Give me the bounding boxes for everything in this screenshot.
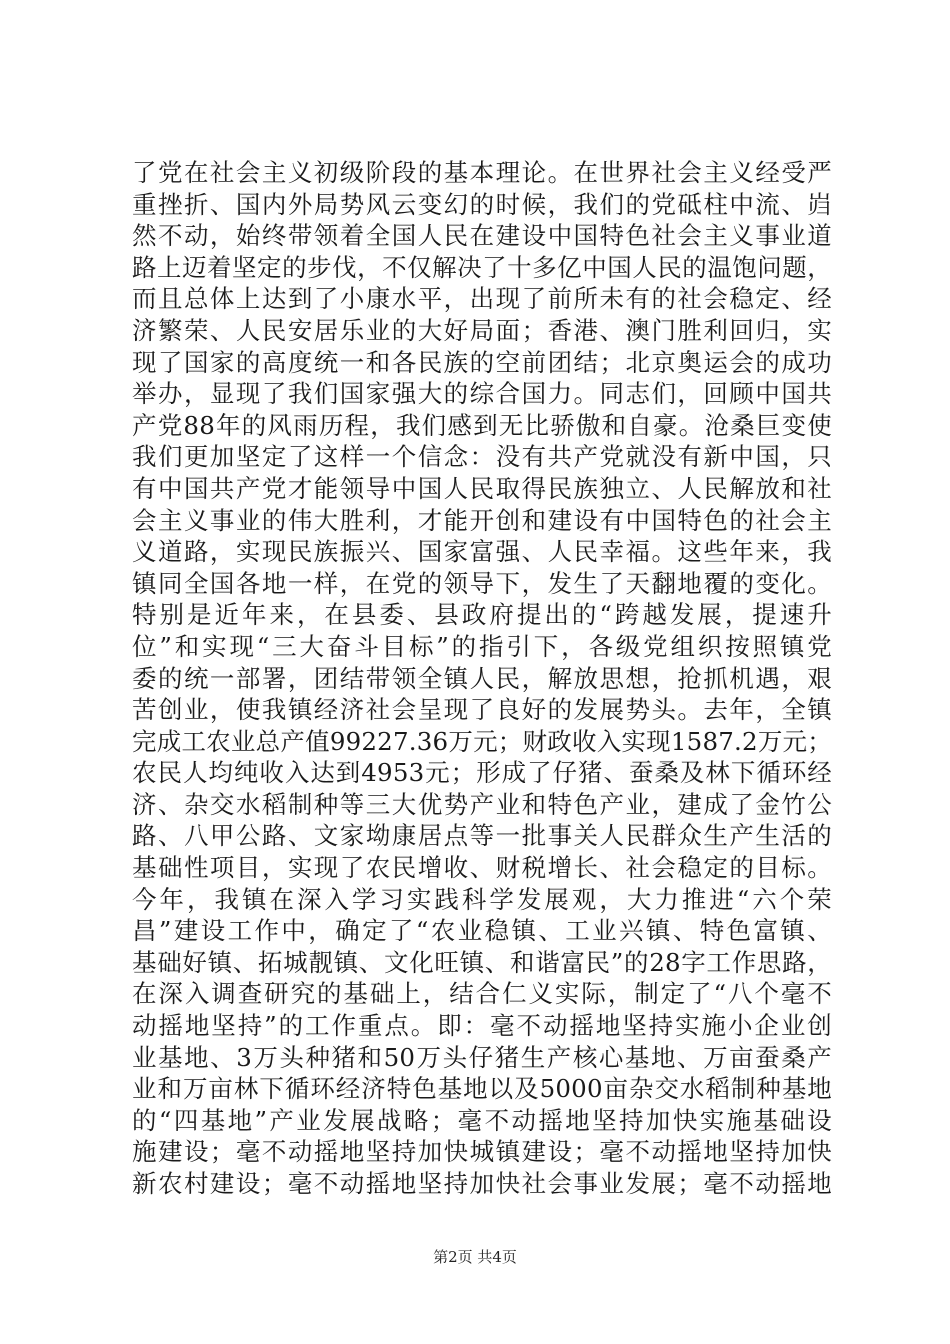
text-line: 产党88年的风雨历程，我们感到无比骄傲和自豪。沧桑巨变使: [132, 410, 832, 440]
text-line: 镇同全国各地一样，在党的领导下，发生了天翻地覆的变化。: [132, 568, 832, 598]
text-line: 在深入调查研究的基础上，结合仁义实际，制定了“八个毫不: [132, 979, 832, 1009]
text-line: 完成工农业总产值99227.36万元；财政收入实现1587.2万元；: [132, 726, 832, 756]
text-line: 路、八甲公路、文家坳康居点等一批事关人民群众生产生活的: [132, 821, 832, 851]
text-line: 而且总体上达到了小康水平，出现了前所未有的社会稳定、经: [132, 284, 832, 314]
text-line: 会主义事业的伟大胜利，才能开创和建设有中国特色的社会主: [132, 505, 832, 535]
text-line: 我们更加坚定了这样一个信念：没有共产党就没有新中国，只: [132, 442, 832, 472]
text-line: 现了国家的高度统一和各民族的空前团结；北京奥运会的成功: [132, 347, 832, 377]
text-line: 业和万亩林下循环经济特色基地以及5000亩杂交水稻制种基地: [132, 1074, 832, 1104]
text-line: 施建设；毫不动摇地坚持加快城镇建设；毫不动摇地坚持加快: [132, 1137, 832, 1167]
text-line: 路上迈着坚定的步伐，不仅解决了十多亿中国人民的温饱问题，: [132, 252, 832, 282]
text-line: 有中国共产党才能领导中国人民取得民族独立、人民解放和社: [132, 473, 832, 503]
text-line: 基础好镇、拓城靓镇、文化旺镇、和谐富民”的28字工作思路，: [132, 947, 832, 977]
body-text: [132, 157, 832, 1200]
page-number-footer: 第2页 共4页: [433, 1248, 517, 1266]
text-line: 位”和实现“三大奋斗目标”的指引下，各级党组织按照镇党: [132, 631, 832, 661]
text-line: 农民人均纯收入达到4953元；形成了仔猪、蚕桑及林下循环经: [132, 758, 832, 788]
text-line: 举办，显现了我们国家强大的综合国力。同志们，回顾中国共: [132, 379, 832, 409]
text-line: 委的统一部署，团结带领全镇人民，解放思想，抢抓机遇，艰: [132, 663, 832, 693]
text-line: 了党在社会主义初级阶段的基本理论。在世界社会主义经受严: [132, 158, 832, 187]
text-line: 特别是近年来，在县委、县政府提出的“跨越发展，提速升: [132, 600, 832, 630]
text-line: 昌”建设工作中，确定了“农业稳镇、工业兴镇、特色富镇、: [132, 916, 832, 946]
text-line: 业基地、3万头种猪和50万头仔猪生产核心基地、万亩蚕桑产: [132, 1042, 832, 1072]
text-line: 重挫折、国内外局势风云变幻的时候，我们的党砥柱中流、岿: [132, 189, 832, 219]
text-line: 义道路，实现民族振兴、国家富强、人民幸福。这些年来，我: [132, 537, 832, 567]
text-line: 动摇地坚持”的工作重点。即：毫不动摇地坚持实施小企业创: [132, 1011, 832, 1041]
text-line: 苦创业，使我镇经济社会呈现了良好的发展势头。去年，全镇: [132, 695, 832, 725]
text-line: 的“四基地”产业发展战略；毫不动摇地坚持加快实施基础设: [132, 1105, 832, 1135]
text-line: 济、杂交水稻制种等三大优势产业和特色产业，建成了金竹公: [132, 789, 832, 819]
text-line: 今年，我镇在深入学习实践科学发展观，大力推进“六个荣: [132, 884, 832, 914]
text-line: 基础性项目，实现了农民增收、财税增长、社会稳定的目标。: [132, 853, 832, 883]
text-line: 济繁荣、人民安居乐业的大好局面；香港、澳门胜利回归，实: [132, 315, 832, 345]
text-line: 新农村建设；毫不动摇地坚持加快社会事业发展；毫不动摇地: [132, 1169, 832, 1198]
text-line: 然不动，始终带领着全国人民在建设中国特色社会主义事业道: [132, 221, 832, 251]
